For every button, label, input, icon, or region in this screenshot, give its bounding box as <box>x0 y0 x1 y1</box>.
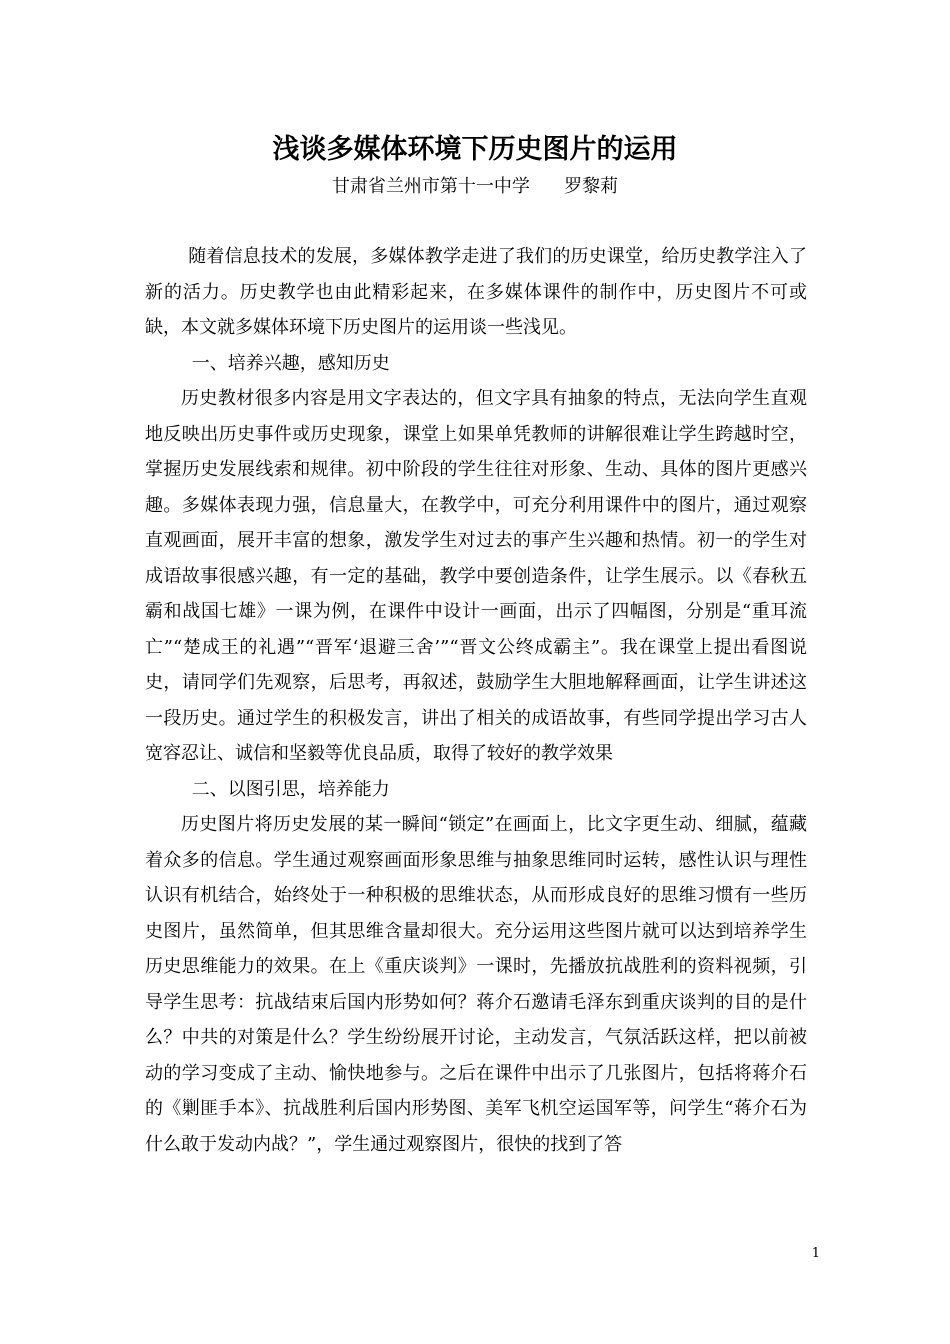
intro-paragraph: 随着信息技术的发展，多媒体教学走进了我们的历史课堂，给历史教学注入了新的活力。历史教学也由此精彩起来，在多媒体课件的制作中，历史图片不可或缺，本文就多媒体环境下历史图片的运用谈一些浅见。 <box>145 246 807 338</box>
document-title: 浅谈多媒体环境下历史图片的运用 <box>272 134 678 165</box>
page-number: 1 <box>811 1246 820 1261</box>
document-body <box>145 239 807 1162</box>
section-heading-2: 二、以图引思，培养能力 <box>191 778 390 800</box>
section-heading-1: 一、培养兴趣，感知历史 <box>191 352 390 374</box>
author-line: 甘肃省兰州市第十一中学 罗黎莉 <box>331 176 619 197</box>
section-2-paragraph: 历史图片将历史发展的某一瞬间“锁定”在画面上，比文字更生动、细腻，蕴藏着众多的信息。学生通过观察画面形象思维与抽象思维同时运转，感性认识与理性认识有机结合，始终处于一种积极的思维状态，从而形成良好的思维习惯有一些历史图片，虽然简单，但其思维含量却很大。充分运用这些图片就可以达到培养学生历史思维能力的效果。在上《重庆谈判》一课时，先播放抗战胜利的资料视频，引导学生思考：抗战结束后国内形势如何？蒋介石邀请毛泽东到重庆谈判的目的是什么？中共的对策是什么？学生纷纷展开讨论，主动发言，气氛活跃这样，把以前被动的学习变成了主动、愉快地参与。之后在课件中出示了几张图片，包括将蒋介石的《剿匪手本》、抗战胜利后国内形势图、美军飞机空运国军等，问学生“蒋介石为什么敢于发动内战？”，学生通过观察图片，很快的找到了答 <box>145 814 807 1155</box>
section-1-paragraph: 历史教材很多内容是用文字表达的，但文字具有抽象的特点，无法向学生直观地反映出历史事件或历史现象，课堂上如果单凭教师的讲解很难让学生跨越时空，掌握历史发展线索和规律。初中阶段的学生往往对形象、生动、具体的图片更感兴趣。多媒体表现力强，信息量大，在教学中，可充分利用课件中的图片，通过观察直观画面，展开丰富的想象，激发学生对过去的事产生兴趣和热情。初一的学生对成语故事很感兴趣，有一定的基础，教学中要创造条件，让学生展示。以《春秋五霸和战国七雄》一课为例，在课件中设计一画面，出示了四幅图，分别是“重耳流亡”“楚成王的礼遇”“晋军‘退避三舍’”“晋文公终成霸主”。我在课堂上提出看图说史，请同学们先观察，后思考，再叙述，鼓励学生大胆地解释画面，让学生讲述这一段历史。通过学生的积极发言，讲出了相关的成语故事，有些同学提出学习古人宽容忍让、诚信和坚毅等优良品质，取得了较好的教学效果 <box>145 388 807 764</box>
